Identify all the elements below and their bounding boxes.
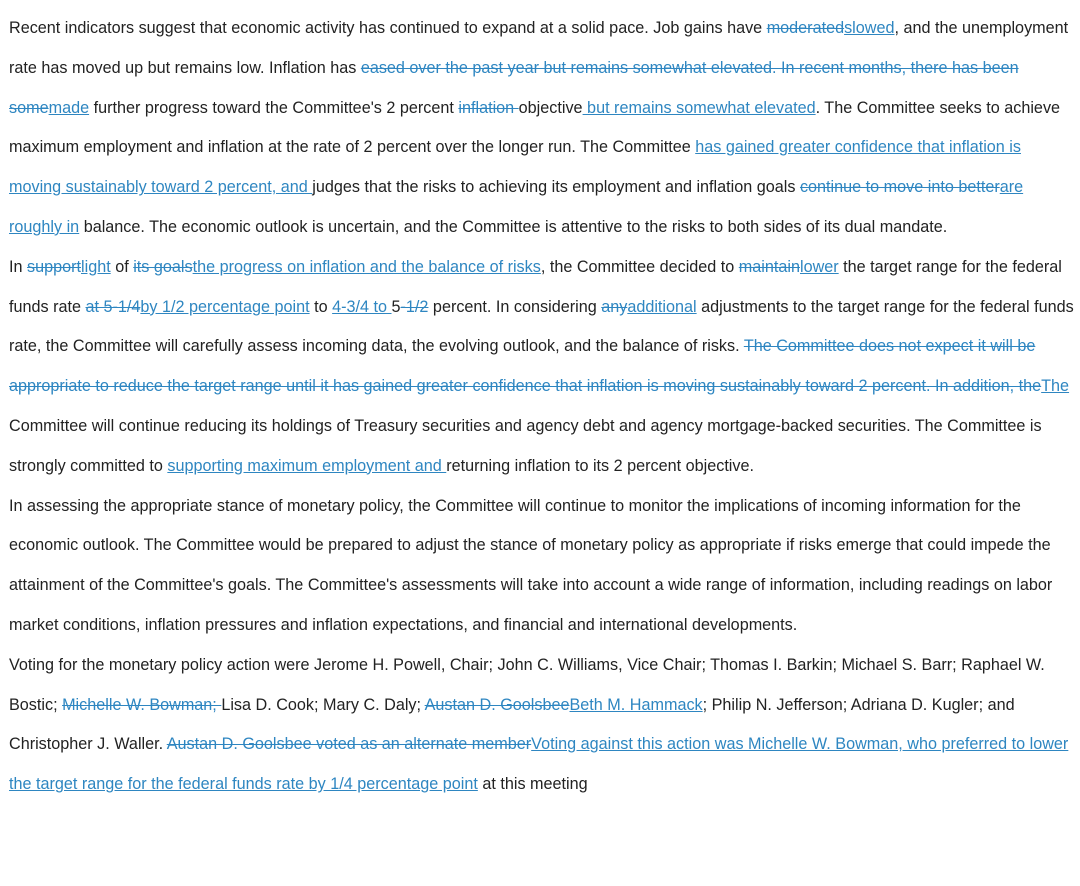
deleted-text: support <box>27 257 81 276</box>
deleted-text: Austan D. Goolsbee <box>424 695 570 714</box>
text-run: at this meeting <box>477 775 588 794</box>
inserted-text: has gained greater confidence that inflation is moving sustainably toward 2 percent, and <box>9 138 1021 197</box>
inserted-text: The <box>1041 377 1070 396</box>
inserted-text: the progress on inflation and the balance of risks <box>192 257 541 276</box>
text-run: Committee will continue reducing its holdings of Treasury securities and agency debt and agency mortgage-backed securities. The Committee is strongly committed to <box>9 416 1042 475</box>
text-run: of <box>110 257 134 276</box>
deleted-text: at 5-1/4 <box>85 297 141 316</box>
inserted-text: light <box>81 257 111 276</box>
deleted-text: -1/2 <box>400 297 429 316</box>
paragraph-economic-activity <box>9 9 1075 248</box>
text-run: the target range for the federal funds rate <box>9 257 1062 316</box>
inserted-text: made <box>48 98 90 117</box>
inserted-text: are roughly in <box>9 178 1024 236</box>
text-run: Voting for the monetary policy action were Jerome H. Powell, Chair; John C. Williams, Vice Chair; Thomas I. Barkin; Michael S. Barr; Raphael W. Bostic; <box>9 655 1045 714</box>
text-run: adjustments to the target range for the federal funds rate, the Committee will carefully assess incoming data, the evolving outlook, and the balance of risks. <box>9 297 1074 356</box>
text-run: balance. The economic outlook is uncertain, and the Committee is attentive to the risks to both sides of its dual mandate. <box>79 217 948 236</box>
text-run: percent. In considering <box>428 297 602 316</box>
text-run: Lisa D. Cook; Mary C. Daly; <box>221 695 425 714</box>
inserted-text: but remains somewhat elevated <box>582 98 816 117</box>
deleted-text: The Committee does not expect it will be appropriate to reduce the target range until it has gained greater confidence that inflation is moving sustainably toward 2 percent. In addition, the <box>9 337 1042 396</box>
text-run: Recent indicators suggest that economic activity has continued to expand at a solid pace. Job gains have <box>9 19 767 37</box>
deleted-text: Michelle W. Bowman; <box>62 695 222 714</box>
deleted-text: eased over the past year but remains somewhat elevated. In recent months, there has been some <box>9 58 1019 117</box>
inserted-text: by 1/2 percentage point <box>140 297 310 316</box>
document-body <box>9 9 1075 805</box>
inserted-text: supporting maximum employment and <box>167 456 447 475</box>
deleted-text: its goals <box>133 257 193 276</box>
deleted-text: maintain <box>738 257 800 276</box>
deleted-text: any <box>601 297 628 316</box>
deleted-text: moderated <box>766 19 845 37</box>
inserted-text: Beth M. Hammack <box>569 695 703 714</box>
inserted-text: additional <box>627 297 697 316</box>
text-run: to <box>309 297 333 316</box>
text-run: In <box>9 257 27 276</box>
deleted-text: Austan D. Goolsbee voted as an alternate member <box>166 735 532 754</box>
text-run: returning inflation to its 2 percent objective. <box>446 456 755 475</box>
inserted-text: 4-3/4 to <box>332 297 392 316</box>
text-run: . The Committee seeks to achieve maximum employment and inflation at the rate of 2 percent over the longer run. The Committee <box>9 98 1061 157</box>
text-run: further progress toward the Committee's 2 percent <box>89 98 459 117</box>
text-run: objective <box>518 98 583 117</box>
inserted-text: lower <box>799 257 839 276</box>
text-run: , and the unemployment rate has moved up but remains low. Inflation has <box>9 19 1069 77</box>
paragraph-voting <box>9 646 1075 805</box>
text-run: In assessing the appropriate stance of monetary policy, the Committee will continue to monitor the implications of incoming information for the economic outlook. The Committee would be prepared to adjust the stance of monetary policy as appropriate if risks emerge that could impede the attainment of the Committee's goals. The Committee's assessments will take into account a wide range of information, including readings on labor market conditions, inflation pressures and inflation expectations, and financial and international developments. <box>9 496 1053 634</box>
text-run: , the Committee decided to <box>540 257 739 276</box>
deleted-text: inflation <box>458 98 519 117</box>
deleted-text: continue to move into better <box>799 178 1000 197</box>
text-run: 5 <box>391 297 401 316</box>
text-run: judges that the risks to achieving its employment and inflation goals <box>312 178 800 197</box>
paragraph-monetary-stance <box>9 487 1075 646</box>
inserted-text: slowed <box>844 19 895 37</box>
inserted-text: Voting against this action was Michelle W. Bowman, who preferred to lower the target range for the federal funds rate by 1/4 percentage point <box>9 735 1069 794</box>
text-run: ; Philip N. Jefferson; Adriana D. Kugler; and Christopher J. Waller. <box>9 695 1015 754</box>
paragraph-policy-decision <box>9 248 1075 487</box>
